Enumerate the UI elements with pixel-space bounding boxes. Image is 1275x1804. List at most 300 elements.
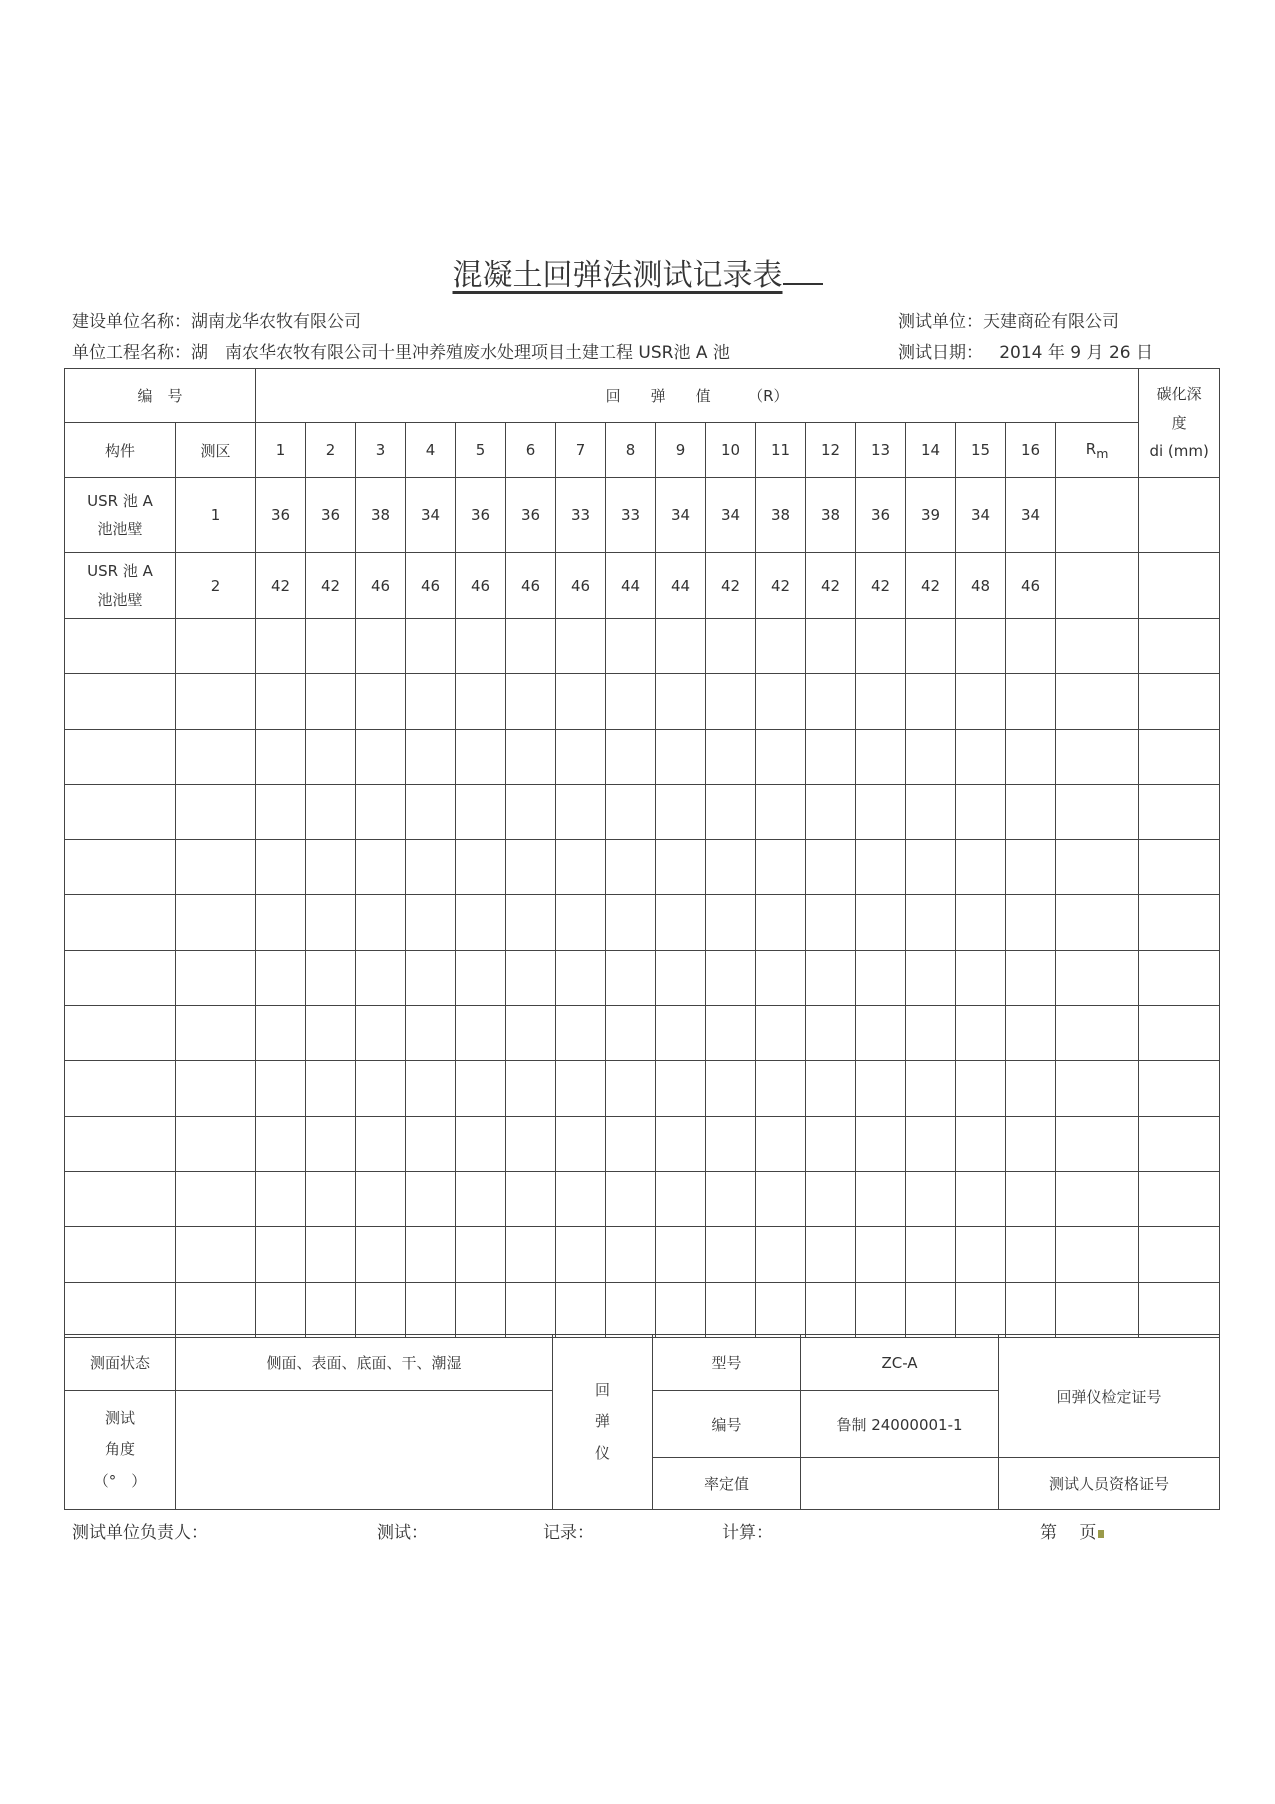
empty-cell: [756, 784, 806, 839]
empty-cell: [956, 1006, 1006, 1061]
empty-cell: [656, 784, 706, 839]
empty-cell: [1006, 619, 1056, 674]
empty-cell: [506, 950, 556, 1005]
empty-cell: [1006, 784, 1056, 839]
empty-cell: [356, 1061, 406, 1116]
carbonation-cell: [1139, 553, 1220, 619]
table-row: [65, 478, 1220, 553]
model-label: 型号: [653, 1335, 801, 1391]
empty-cell: [406, 1061, 456, 1116]
empty-cell: [406, 1227, 456, 1282]
empty-cell: [506, 1282, 556, 1337]
table-row-empty: [65, 1006, 1220, 1061]
empty-cell: [1139, 619, 1220, 674]
empty-cell: [1006, 1227, 1056, 1282]
instrument-table: [64, 1334, 1220, 1510]
empty-cell: [1006, 674, 1056, 729]
empty-cell: [1006, 950, 1056, 1005]
empty-cell: [1006, 1006, 1056, 1061]
rm-cell: [1056, 553, 1139, 619]
empty-cell: [756, 950, 806, 1005]
value-cell: 34: [406, 478, 456, 553]
empty-cell: [176, 840, 256, 895]
table-row-empty: [65, 1227, 1220, 1282]
page-title: 混凝土回弹法测试记录表: [0, 250, 1275, 294]
table-row-empty: [65, 950, 1220, 1005]
empty-cell: [456, 1061, 506, 1116]
value-cell: 34: [656, 478, 706, 553]
empty-cell: [956, 1282, 1006, 1337]
empty-cell: [456, 674, 506, 729]
table-row-empty: [65, 895, 1220, 950]
empty-cell: [1056, 1061, 1139, 1116]
value-cell: 38: [806, 478, 856, 553]
empty-cell: [756, 1061, 806, 1116]
test-unit: 测试单位：天建商砼有限公司: [898, 312, 1119, 332]
empty-cell: [856, 1171, 906, 1226]
col-number: 3: [356, 423, 406, 478]
empty-cell: [606, 729, 656, 784]
value-cell: 42: [256, 553, 306, 619]
empty-cell: [656, 840, 706, 895]
empty-cell: [176, 729, 256, 784]
empty-cell: [606, 895, 656, 950]
value-cell: 46: [556, 553, 606, 619]
empty-cell: [306, 619, 356, 674]
empty-cell: [756, 1171, 806, 1226]
col-number: 1: [256, 423, 306, 478]
empty-cell: [706, 784, 756, 839]
empty-cell: [1056, 1116, 1139, 1171]
empty-cell: [606, 1061, 656, 1116]
empty-cell: [856, 1282, 906, 1337]
empty-cell: [176, 1061, 256, 1116]
rate-label: 率定值: [653, 1458, 801, 1510]
empty-cell: [906, 729, 956, 784]
empty-cell: [1139, 729, 1220, 784]
empty-cell: [1056, 1006, 1139, 1061]
empty-cell: [1139, 1227, 1220, 1282]
empty-cell: [856, 895, 906, 950]
empty-cell: [606, 1171, 656, 1226]
empty-cell: [406, 784, 456, 839]
empty-cell: [856, 784, 906, 839]
empty-cell: [356, 619, 406, 674]
empty-cell: [856, 840, 906, 895]
empty-cell: [256, 784, 306, 839]
empty-cell: [556, 1227, 606, 1282]
empty-cell: [356, 674, 406, 729]
table-row-empty: [65, 1061, 1220, 1116]
value-cell: 42: [706, 553, 756, 619]
empty-cell: [906, 619, 956, 674]
empty-cell: [906, 1006, 956, 1061]
value-cell: 33: [556, 478, 606, 553]
empty-cell: [456, 729, 506, 784]
empty-cell: [1006, 895, 1056, 950]
empty-cell: [556, 674, 606, 729]
rebound-header: 回 弹 值 （R）: [256, 369, 1139, 423]
empty-cell: [506, 1061, 556, 1116]
empty-cell: [306, 1171, 356, 1226]
value-cell: 42: [906, 553, 956, 619]
empty-cell: [656, 619, 706, 674]
empty-cell: [256, 729, 306, 784]
value-cell: 42: [806, 553, 856, 619]
empty-cell: [456, 1171, 506, 1226]
empty-cell: [506, 1227, 556, 1282]
value-cell: 34: [956, 478, 1006, 553]
footer-calculator: 计算：: [722, 1523, 773, 1543]
empty-cell: [65, 1282, 176, 1337]
empty-cell: [906, 1282, 956, 1337]
table-row-empty: [65, 784, 1220, 839]
empty-cell: [456, 1006, 506, 1061]
rm-cell: [1056, 478, 1139, 553]
empty-cell: [506, 729, 556, 784]
empty-cell: [556, 1116, 606, 1171]
empty-cell: [306, 1227, 356, 1282]
empty-cell: [606, 1006, 656, 1061]
empty-cell: [1056, 619, 1139, 674]
empty-cell: [756, 1227, 806, 1282]
empty-cell: [656, 1282, 706, 1337]
model-value: ZC-A: [801, 1335, 999, 1391]
empty-cell: [65, 729, 176, 784]
empty-cell: [656, 1006, 706, 1061]
empty-cell: [356, 895, 406, 950]
empty-cell: [356, 1006, 406, 1061]
surface-value: 侧面、表面、底面、干、潮湿: [176, 1335, 553, 1391]
empty-cell: [956, 729, 1006, 784]
empty-cell: [1056, 1227, 1139, 1282]
value-cell: 44: [606, 553, 656, 619]
empty-cell: [956, 674, 1006, 729]
empty-cell: [556, 950, 606, 1005]
value-cell: 34: [706, 478, 756, 553]
value-cell: 36: [306, 478, 356, 553]
empty-cell: [1139, 1061, 1220, 1116]
rebound-table: [64, 368, 1220, 1338]
empty-cell: [176, 1227, 256, 1282]
empty-cell: [956, 619, 1006, 674]
cert-label: 回弹仪检定证号: [999, 1335, 1220, 1458]
test-date: 测试日期： 2014 年 9 月 26 日: [898, 343, 1153, 363]
empty-cell: [1006, 1116, 1056, 1171]
empty-cell: [256, 1282, 306, 1337]
zone-cell: 1: [176, 478, 256, 553]
empty-cell: [356, 1116, 406, 1171]
empty-cell: [956, 784, 1006, 839]
empty-cell: [556, 840, 606, 895]
empty-cell: [1056, 840, 1139, 895]
value-cell: 36: [856, 478, 906, 553]
zone-cell: 2: [176, 553, 256, 619]
empty-cell: [756, 1116, 806, 1171]
empty-cell: [956, 895, 1006, 950]
col-number: 2: [306, 423, 356, 478]
empty-cell: [706, 1006, 756, 1061]
empty-cell: [856, 1006, 906, 1061]
empty-cell: [806, 1116, 856, 1171]
empty-cell: [65, 840, 176, 895]
empty-cell: [656, 1227, 706, 1282]
empty-cell: [556, 895, 606, 950]
empty-cell: [506, 1116, 556, 1171]
empty-cell: [256, 674, 306, 729]
empty-cell: [806, 895, 856, 950]
footer-recorder: 记录：: [543, 1523, 594, 1543]
empty-cell: [506, 784, 556, 839]
empty-cell: [606, 674, 656, 729]
empty-cell: [1056, 1171, 1139, 1226]
empty-cell: [856, 619, 906, 674]
empty-cell: [606, 784, 656, 839]
empty-cell: [956, 1227, 1006, 1282]
empty-cell: [856, 1227, 906, 1282]
qual-label: 测试人员资格证号: [999, 1458, 1220, 1510]
empty-cell: [306, 1116, 356, 1171]
empty-cell: [406, 840, 456, 895]
col-number: 12: [806, 423, 856, 478]
empty-cell: [306, 950, 356, 1005]
value-cell: 39: [906, 478, 956, 553]
empty-cell: [606, 1116, 656, 1171]
empty-cell: [256, 950, 306, 1005]
empty-cell: [65, 674, 176, 729]
empty-cell: [906, 1227, 956, 1282]
empty-cell: [656, 895, 706, 950]
empty-cell: [256, 840, 306, 895]
empty-cell: [606, 1227, 656, 1282]
empty-cell: [306, 674, 356, 729]
footer-page: 第 页: [1040, 1518, 1104, 1543]
empty-cell: [806, 1171, 856, 1226]
empty-cell: [1139, 895, 1220, 950]
value-cell: 42: [756, 553, 806, 619]
footer-tester: 测试：: [377, 1523, 428, 1543]
component-header: 构件: [65, 423, 176, 478]
empty-cell: [456, 1227, 506, 1282]
empty-cell: [506, 674, 556, 729]
col-number: 15: [956, 423, 1006, 478]
empty-cell: [176, 1116, 256, 1171]
empty-cell: [906, 895, 956, 950]
col-number: 7: [556, 423, 606, 478]
empty-cell: [406, 1006, 456, 1061]
empty-cell: [956, 1061, 1006, 1116]
empty-cell: [306, 729, 356, 784]
empty-cell: [65, 1061, 176, 1116]
empty-cell: [706, 1227, 756, 1282]
carbonation-cell: [1139, 478, 1220, 553]
carbonation-header: 碳化深 度 di (mm): [1139, 369, 1220, 478]
empty-cell: [706, 1061, 756, 1116]
col-number: 14: [906, 423, 956, 478]
empty-cell: [656, 1061, 706, 1116]
empty-cell: [406, 1282, 456, 1337]
empty-cell: [256, 1227, 306, 1282]
empty-cell: [756, 619, 806, 674]
empty-cell: [956, 950, 1006, 1005]
empty-cell: [806, 619, 856, 674]
empty-cell: [1006, 1171, 1056, 1226]
empty-cell: [256, 1116, 306, 1171]
col-number: 10: [706, 423, 756, 478]
empty-cell: [656, 1171, 706, 1226]
col-number: 11: [756, 423, 806, 478]
empty-cell: [406, 895, 456, 950]
empty-cell: [956, 1171, 1006, 1226]
empty-cell: [706, 1282, 756, 1337]
empty-cell: [176, 1006, 256, 1061]
empty-cell: [176, 1282, 256, 1337]
empty-cell: [1006, 729, 1056, 784]
empty-cell: [556, 729, 606, 784]
zone-header: 测区: [176, 423, 256, 478]
empty-cell: [806, 784, 856, 839]
value-cell: 46: [356, 553, 406, 619]
empty-cell: [806, 1006, 856, 1061]
component-cell: USR 池 A 池池壁: [65, 478, 176, 553]
empty-cell: [356, 950, 406, 1005]
empty-cell: [1056, 674, 1139, 729]
rate-value: [801, 1458, 999, 1510]
empty-cell: [906, 784, 956, 839]
table-row-empty: [65, 1282, 1220, 1337]
empty-cell: [706, 895, 756, 950]
value-cell: 42: [856, 553, 906, 619]
empty-cell: [1006, 1282, 1056, 1337]
empty-cell: [1056, 895, 1139, 950]
empty-cell: [656, 950, 706, 1005]
col-number: 13: [856, 423, 906, 478]
empty-cell: [706, 950, 756, 1005]
empty-cell: [906, 1171, 956, 1226]
table-row-empty: [65, 1171, 1220, 1226]
empty-cell: [1056, 729, 1139, 784]
empty-cell: [1056, 1282, 1139, 1337]
empty-cell: [1139, 950, 1220, 1005]
empty-cell: [806, 1061, 856, 1116]
empty-cell: [806, 674, 856, 729]
empty-cell: [256, 895, 306, 950]
empty-cell: [406, 729, 456, 784]
empty-cell: [456, 840, 506, 895]
empty-cell: [806, 1282, 856, 1337]
empty-cell: [306, 1061, 356, 1116]
empty-cell: [406, 619, 456, 674]
empty-cell: [1056, 784, 1139, 839]
empty-cell: [356, 1282, 406, 1337]
empty-cell: [176, 1171, 256, 1226]
table-row: [65, 553, 1220, 619]
value-cell: 46: [1006, 553, 1056, 619]
empty-cell: [856, 950, 906, 1005]
table-row-empty: [65, 840, 1220, 895]
empty-cell: [906, 674, 956, 729]
empty-cell: [65, 619, 176, 674]
empty-cell: [506, 619, 556, 674]
component-cell: USR 池 A 池池壁: [65, 553, 176, 619]
serial-value: 鲁制 24000001-1: [801, 1391, 999, 1458]
value-cell: 42: [306, 553, 356, 619]
empty-cell: [956, 1116, 1006, 1171]
empty-cell: [256, 1061, 306, 1116]
empty-cell: [1006, 1061, 1056, 1116]
empty-cell: [606, 840, 656, 895]
empty-cell: [1139, 1116, 1220, 1171]
empty-cell: [906, 950, 956, 1005]
empty-cell: [356, 784, 406, 839]
empty-cell: [906, 1116, 956, 1171]
empty-cell: [1056, 950, 1139, 1005]
empty-cell: [706, 729, 756, 784]
empty-cell: [806, 729, 856, 784]
col-number: 6: [506, 423, 556, 478]
empty-cell: [456, 619, 506, 674]
empty-cell: [856, 729, 906, 784]
empty-cell: [176, 950, 256, 1005]
empty-cell: [256, 619, 306, 674]
empty-cell: [406, 1116, 456, 1171]
value-cell: 46: [506, 553, 556, 619]
empty-cell: [1139, 784, 1220, 839]
empty-cell: [706, 619, 756, 674]
empty-cell: [806, 840, 856, 895]
value-cell: 36: [256, 478, 306, 553]
empty-cell: [606, 1282, 656, 1337]
value-cell: 34: [1006, 478, 1056, 553]
empty-cell: [756, 895, 806, 950]
empty-cell: [65, 784, 176, 839]
table-row-empty: [65, 1116, 1220, 1171]
value-cell: 38: [356, 478, 406, 553]
empty-cell: [606, 619, 656, 674]
table-row-empty: [65, 674, 1220, 729]
empty-cell: [1139, 1282, 1220, 1337]
empty-cell: [456, 784, 506, 839]
value-cell: 36: [456, 478, 506, 553]
empty-cell: [406, 950, 456, 1005]
empty-cell: [506, 895, 556, 950]
value-cell: 44: [656, 553, 706, 619]
empty-cell: [1139, 674, 1220, 729]
empty-cell: [306, 895, 356, 950]
empty-cell: [556, 1006, 606, 1061]
value-cell: 38: [756, 478, 806, 553]
empty-cell: [556, 1282, 606, 1337]
serial-label: 编号: [653, 1391, 801, 1458]
empty-cell: [956, 840, 1006, 895]
empty-cell: [806, 950, 856, 1005]
value-cell: 36: [506, 478, 556, 553]
empty-cell: [856, 674, 906, 729]
empty-cell: [856, 1061, 906, 1116]
rm-header: $R_m$: [1056, 423, 1139, 478]
empty-cell: [556, 1171, 606, 1226]
empty-cell: [556, 784, 606, 839]
empty-cell: [256, 1006, 306, 1061]
col-number: 9: [656, 423, 706, 478]
empty-cell: [756, 1282, 806, 1337]
empty-cell: [65, 1227, 176, 1282]
empty-cell: [406, 674, 456, 729]
empty-cell: [456, 1282, 506, 1337]
empty-cell: [706, 674, 756, 729]
empty-cell: [756, 1006, 806, 1061]
empty-cell: [606, 950, 656, 1005]
